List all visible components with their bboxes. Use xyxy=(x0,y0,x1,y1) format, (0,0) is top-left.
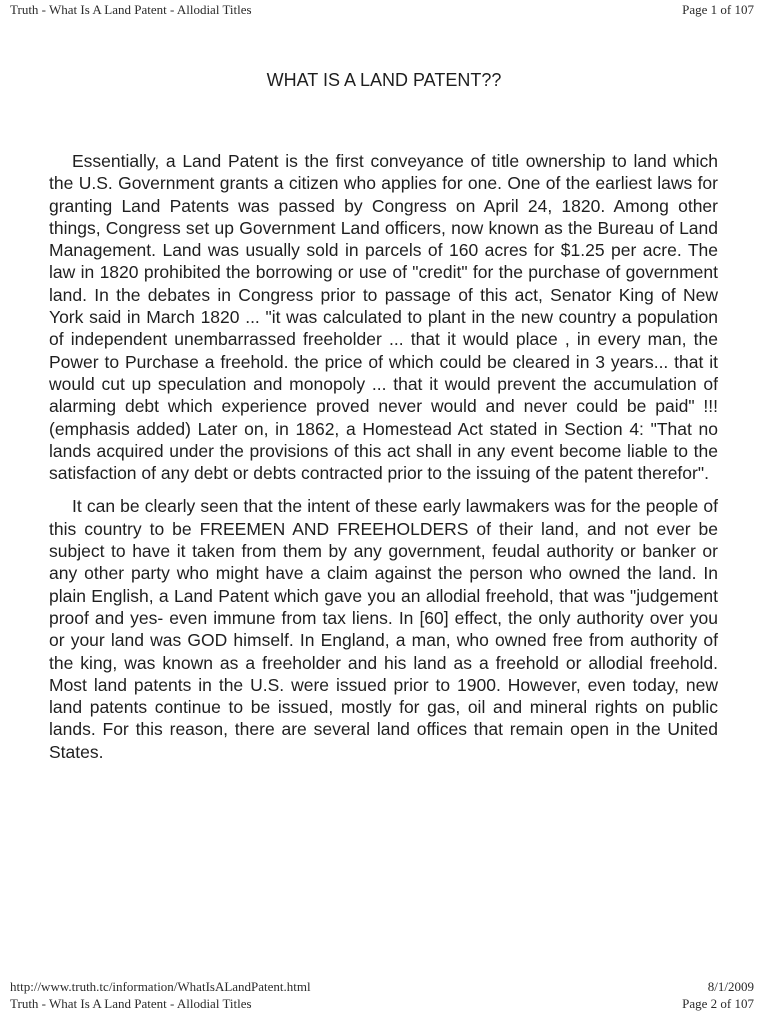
page-title: WHAT IS A LAND PATENT?? xyxy=(266,70,502,90)
footer-url: http://www.truth.tc/information/WhatIsALandPatent.html xyxy=(10,979,311,994)
footer-document-title: Truth - What Is A Land Patent - Allodial Titles xyxy=(10,996,252,1011)
footer-date: 8/1/2009 xyxy=(707,979,754,994)
header-document-title: Truth - What Is A Land Patent - Allodial Titles xyxy=(10,2,252,17)
document-body xyxy=(49,150,718,774)
paragraph-2: It can be clearly seen that the intent of these early lawmakers was for the people of this country to be FREEMEN AND FREEHOLDERS of their land, and not ever be subject to have it taken from them by any government, feudal authority or banker or any other party who might have a claim against the person who owned the land. In plain English, a Land Patent which gave you an allodial freehold, that was "judgement proof and yes- even immune from tax liens. In [60] effect, the only authority over you or your land was GOD himself. In England, a man, who owned free from authority of the king, was known as a freeholder and his land as a freehold or allodial freehold. Most land patents in the U.S. were issued prior to 1900. However, even today, new land patents continue to be issued, mostly for gas, oil and mineral rights on public lands. For this reason, there are several land offices that remain open in the United States. xyxy=(49,496,718,762)
paragraph-1: Essentially, a Land Patent is the first conveyance of title ownership to land which the U.S. Government grants a citizen who applies for one. One of the earliest laws for granting Land Patents was passed by Congress on April 24, 1820. Among other things, Congress set up Government Land officers, now known as the Bureau of Land Management. Land was usually sold in parcels of 160 acres for $1.25 per acre. The law in 1820 prohibited the borrowing or use of "credit" for the purchase of government land. In the debates in Congress prior to passage of this act, Senator King of New York said in March 1820 ... "it was calculated to plant in the new country a population of independent unembarrassed freeholder ... that it would place , in every man, the Power to Purchase a freehold. the price of which could be cleared in 3 years... that it would cut up speculation and monopoly ... that it would prevent the accumulation of alarming debt which experience proved never would and never could be paid" !!! (emphasis added) Later on, in 1862, a Homestead Act stated in Section 4: "That no lands acquired under the provisions of this act shall in any event become liable to the satisfaction of any debt or debts contracted prior to the issuing of the patent therefor". xyxy=(49,151,718,484)
header-page-number: Page 1 of 107 xyxy=(682,2,754,17)
footer-page-number: Page 2 of 107 xyxy=(682,996,754,1011)
